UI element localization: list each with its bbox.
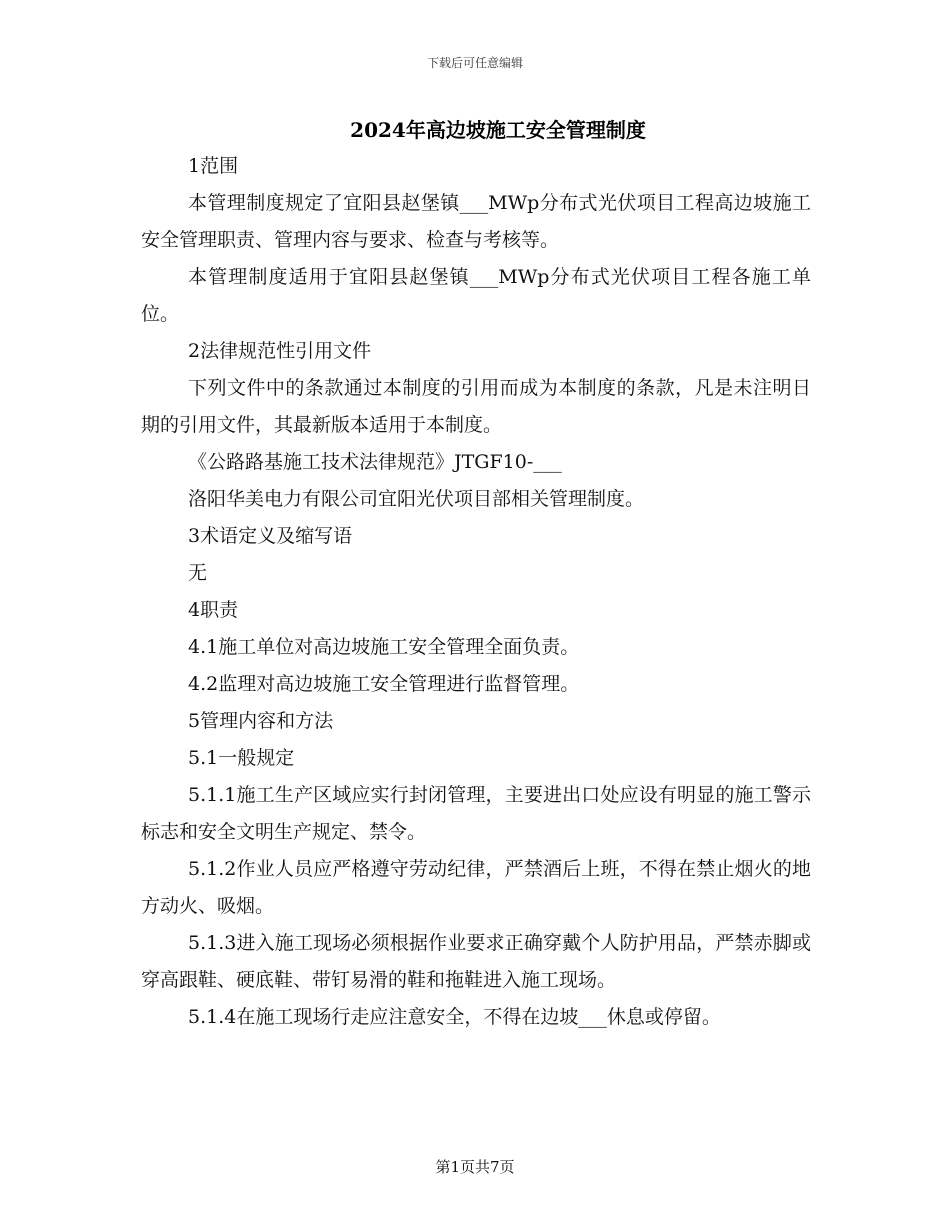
page-number: 第1页共7页: [435, 1158, 515, 1176]
clause: 5.1.3进入施工现场必须根据作业要求正确穿戴个人防护用品，严禁赤脚或穿高跟鞋、硬底鞋、带钉易滑的鞋和拖鞋进入施工现场。: [141, 932, 811, 991]
section-heading-duties: 4职责: [188, 599, 239, 621]
document-title: 2024年高边坡施工安全管理制度: [350, 118, 646, 142]
header-note: 下载后可任意编辑: [426, 56, 523, 70]
reference-item: 《公路路基施工技术法律规范》JTGF10-___: [188, 451, 562, 473]
section-heading-scope: 1范围: [188, 155, 239, 177]
subsection-heading: 5.1一般规定: [188, 747, 295, 769]
reference-item: 洛阳华美电力有限公司宜阳光伏项目部相关管理制度。: [188, 488, 645, 510]
clause: 5.1.2作业人员应严格遵守劳动纪律，严禁酒后上班，不得在禁止烟火的地方动火、吸烟。: [141, 858, 811, 917]
document-body: [141, 148, 811, 1036]
section-heading-management: 5管理内容和方法: [188, 710, 334, 732]
paragraph: 下列文件中的条款通过本制度的引用而成为本制度的条款，凡是未注明日期的引用文件，其最新版本适用于本制度。: [141, 377, 811, 436]
paragraph: 本管理制度规定了宜阳县赵堡镇___MWp分布式光伏项目工程高边坡施工安全管理职责、管理内容与要求、检查与考核等。: [141, 192, 811, 251]
clause: 4.1施工单位对高边坡施工安全管理全面负责。: [188, 636, 580, 658]
section-heading-terms: 3术语定义及缩写语: [188, 525, 353, 547]
clause: 5.1.4在施工现场行走应注意安全，不得在边坡___休息或停留。: [188, 1006, 721, 1028]
paragraph: 本管理制度适用于宜阳县赵堡镇___MWp分布式光伏项目工程各施工单位。: [141, 266, 811, 325]
paragraph: 无: [188, 562, 208, 584]
clause: 5.1.1施工生产区域应实行封闭管理，主要进出口处应设有明显的施工警示标志和安全文明生产规定、禁令。: [141, 784, 811, 843]
section-heading-references: 2法律规范性引用文件: [188, 340, 372, 362]
clause: 4.2监理对高边坡施工安全管理进行监督管理。: [188, 673, 580, 695]
